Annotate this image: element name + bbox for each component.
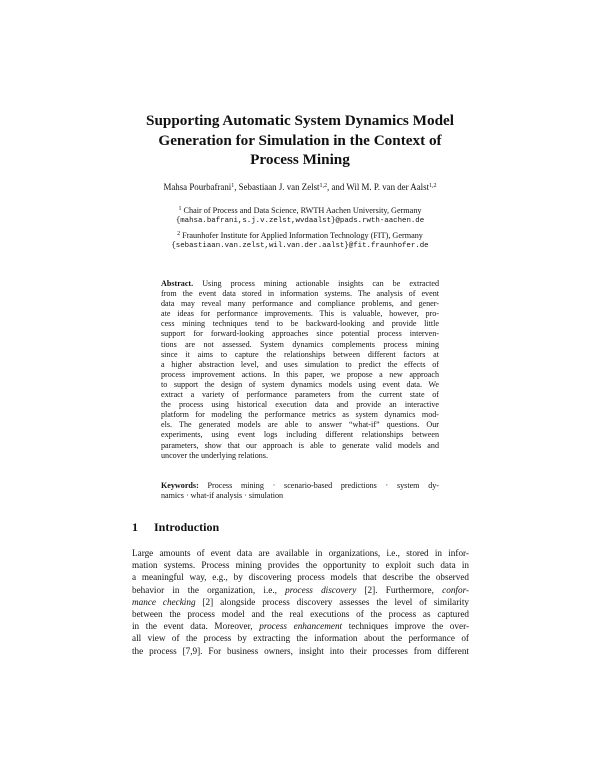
body-line: the process [7,9]. For business owners, insight into their processes from different (132, 645, 469, 656)
author-separator: , and (327, 182, 347, 192)
body-line: all view of the process by extracting the information about the performance of (132, 633, 469, 644)
body-line: Large amounts of event data are available in organizations, i.e., stored in infor- (132, 548, 469, 558)
body-text-span: in the event data. Moreover, (132, 621, 253, 632)
affiliation-email: {sebastiaan.van.zelst,wil.van.der.aalst}@fit.fraunhofer.de (171, 242, 429, 251)
body-text-span: techniques improve the over- (348, 621, 470, 632)
author-affil-mark: 1,2 (319, 183, 328, 189)
section-heading (132, 520, 472, 535)
title-line-3: Process Mining (250, 151, 350, 168)
body-line: mation systems. Process mining provides the opportunity to exploit such data in (132, 560, 469, 571)
author-separator: , (234, 182, 239, 192)
abstract-line: tions are not assessed. System dynamics complements process mining (161, 339, 439, 349)
abstract-line: the process using historical execution data and provide an interactive (161, 400, 439, 410)
abstract-line: parameters, show that our approach is able to generate valid models and (161, 440, 439, 450)
body-italic-term: process discovery (285, 584, 357, 595)
keywords-line: Process mining · scenario-based predictions · system dy- (207, 481, 439, 490)
abstract-line: extract a variety of performance parameters from the current state of (161, 390, 439, 400)
abstract-line: since it aims to capture the relationships between different factors at (161, 349, 439, 359)
author-name: Sebastiaan J. van Zelst (238, 182, 320, 192)
body-italic-term: process enhancement (259, 621, 343, 632)
affiliation-email: {mahsa.bafrani,s.j.v.zelst,wvdaalst}@pads.rwth-aachen.de (175, 217, 425, 226)
abstract-line: from the event data stored in information systems. The analysis of event (161, 289, 439, 299)
body-line (132, 596, 469, 608)
abstract (161, 279, 439, 461)
body-italic-term: confor- (442, 584, 470, 595)
abstract-line: process improvement actions. In this paper, we propose a new approach (161, 369, 439, 379)
section-title: Introduction (154, 520, 220, 534)
body-line (132, 584, 469, 596)
abstract-line: a higher abstraction level, and uses simulation to predict the effects of (161, 359, 439, 369)
abstract-line: ate ideas for performance improvements. This is valuable, however, pro- (161, 309, 439, 319)
author-affil-mark: 1 (231, 183, 235, 189)
abstract-line: uncover the underlying relations. (161, 450, 268, 460)
keywords-line: namics · what-if analysis · simulation (161, 491, 284, 501)
author-name: Wil M. P. van der Aalst (346, 182, 430, 192)
body-text-span: [2] alongside process discovery assesses the level of similarity (202, 596, 470, 607)
keywords (161, 481, 439, 501)
body-line: a meaningful way, e.g., by discovering process models that describe the observed (132, 572, 469, 583)
body-italic-term: mance checking (132, 596, 196, 607)
abstract-line: cess mining techniques tend to be backward-looking and provide little (161, 319, 439, 329)
body-line (132, 620, 469, 632)
abstract-line: to support the design of system dynamics models using event data. We (161, 379, 439, 389)
abstract-line: Using process mining actionable insights can be extracted (202, 279, 439, 288)
abstract-line: platform for modeling the performance metrics as system dynamics mod- (161, 410, 439, 420)
section-number: 1 (132, 520, 138, 534)
affiliation-name: Fraunhofer Institute for Applied Information Technology (FIT), Germany (182, 231, 423, 240)
abstract-line: experiments, using event logs including different relationships between (161, 430, 439, 440)
affiliation-1 (60, 205, 540, 228)
abstract-line: data may reveal many performance and compliance problems, and gener- (161, 299, 439, 309)
paper-title (100, 111, 500, 170)
title-line-1: Supporting Automatic System Dynamics Model (146, 112, 454, 129)
author-name: Mahsa Pourbafrani (163, 182, 232, 192)
body-text-span: [2]. Furthermore, (364, 584, 434, 595)
author-list (60, 182, 540, 192)
body-text-span: behavior in the organization, i.e., (132, 584, 277, 595)
abstract-line: support for forward-looking approaches since potential process interven- (161, 329, 439, 339)
affiliation-number: 1 (178, 206, 182, 212)
title-line-2: Generation for Simulation in the Context of (158, 131, 442, 149)
abstract-label: Abstract. (161, 279, 194, 288)
affiliation-number: 2 (177, 231, 181, 237)
body-text (132, 547, 469, 657)
keywords-label: Keywords: (161, 481, 199, 490)
affiliation-name: Chair of Process and Data Science, RWTH Aachen University, Germany (183, 206, 422, 215)
affiliation-2 (60, 230, 540, 253)
body-line: between the process model and the real executions of the process as captured (132, 609, 469, 620)
abstract-line: els. The generated models are able to answer “what-if” questions. Our (161, 420, 439, 430)
author-affil-mark: 1,2 (429, 183, 437, 189)
